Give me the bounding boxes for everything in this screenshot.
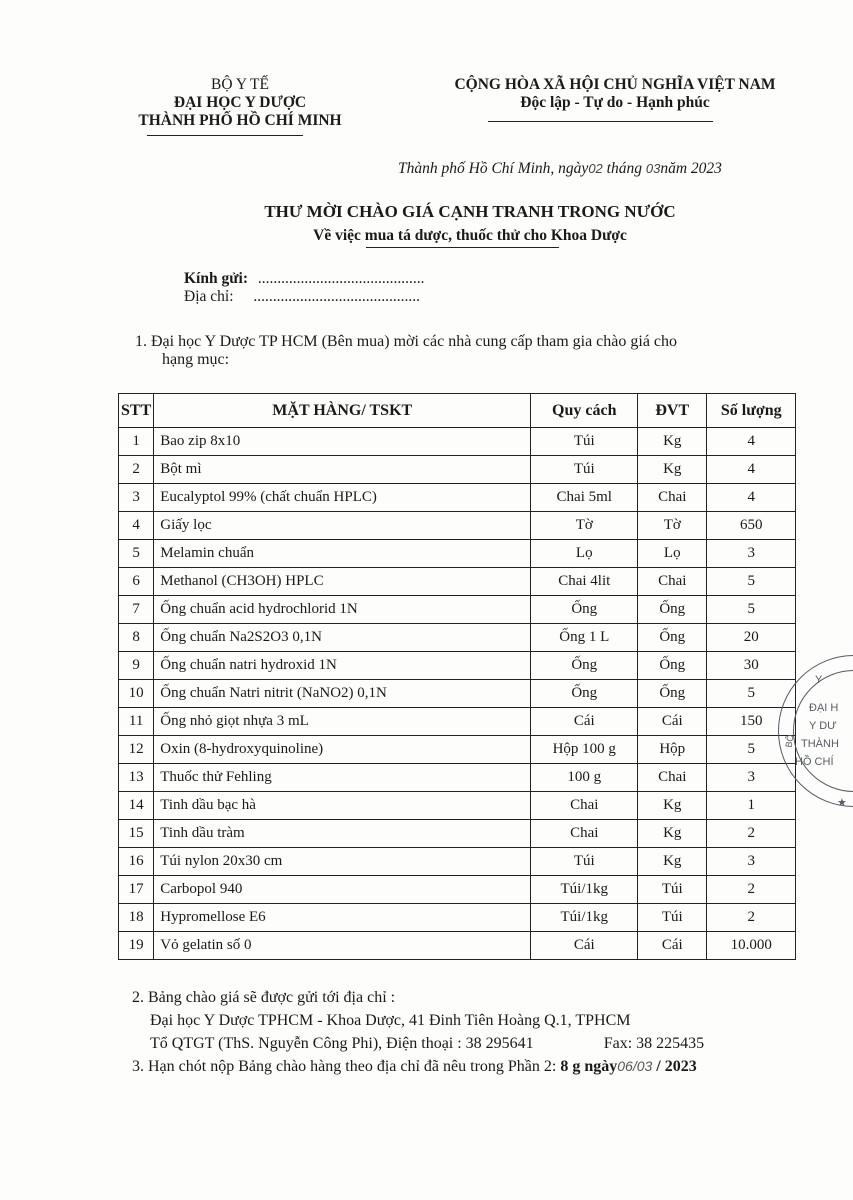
table-row: [119, 596, 796, 624]
table-row: [119, 624, 796, 652]
row-qty: 3: [707, 764, 796, 792]
deadline-date: 06/03: [617, 1058, 653, 1074]
row-spec: Ống: [531, 596, 638, 624]
address-field: ...........................................: [253, 288, 420, 305]
row-spec: Chai: [531, 792, 638, 820]
row-unit: Kg: [638, 848, 707, 876]
row-qty: 2: [707, 820, 796, 848]
document-title: THƯ MỜI CHÀO GIÁ CẠNH TRANH TRONG NƯỚC: [264, 202, 676, 221]
table-row: [119, 652, 796, 680]
stamp-text: Y: [815, 674, 823, 686]
row-item: Ống chuẩn natri hydroxid 1N: [154, 652, 531, 680]
row-unit: Hộp: [638, 736, 707, 764]
col-stt: STT: [119, 394, 154, 428]
date-month-label: tháng: [606, 160, 642, 177]
row-item: Vỏ gelatin số 0: [154, 932, 531, 960]
col-item: MẶT HÀNG/ TSKT: [154, 394, 531, 428]
row-unit: Kg: [638, 792, 707, 820]
table-row: [119, 708, 796, 736]
row-item: Bao zip 8x10: [154, 428, 531, 456]
items-table: [118, 393, 796, 960]
row-stt: 6: [119, 568, 154, 596]
row-spec: Ống: [531, 652, 638, 680]
section-2-line1: 2. Bảng chào giá sẽ được gửi tới địa chỉ :: [132, 989, 396, 1006]
row-unit: Cái: [638, 932, 707, 960]
table-row: [119, 764, 796, 792]
row-unit: Chai: [638, 764, 707, 792]
row-spec: Lọ: [531, 540, 638, 568]
row-item: Ống nhỏ giọt nhựa 3 mL: [154, 708, 531, 736]
row-item: Carbopol 940: [154, 876, 531, 904]
row-qty: 5: [707, 736, 796, 764]
row-stt: 16: [119, 848, 154, 876]
row-item: Túi nylon 20x30 cm: [154, 848, 531, 876]
section-1-line1: 1. Đại học Y Dược TP HCM (Bên mua) mời các nhà cung cấp tham gia chào giá cho: [135, 333, 678, 350]
row-unit: Kg: [638, 456, 707, 484]
table-header-row: [119, 394, 796, 428]
address-label: Địa chỉ:: [184, 288, 234, 305]
row-stt: 2: [119, 456, 154, 484]
row-unit: Chai: [638, 484, 707, 512]
row-qty: 650: [707, 512, 796, 540]
row-item: Tinh dầu bạc hà: [154, 792, 531, 820]
row-unit: Kg: [638, 820, 707, 848]
university-name: ĐẠI HỌC Y DƯỢC: [173, 94, 307, 111]
row-stt: 14: [119, 792, 154, 820]
row-item: Eucalyptol 99% (chất chuẩn HPLC): [154, 484, 531, 512]
table-row: [119, 680, 796, 708]
row-spec: Ống: [531, 680, 638, 708]
row-stt: 3: [119, 484, 154, 512]
row-spec: Cái: [531, 932, 638, 960]
contact-fax: Fax: 38 225435: [603, 1035, 705, 1052]
to-field: ...........................................: [257, 270, 425, 287]
delivery-address: Đại học Y Dược TPHCM - Khoa Dược, 41 Đinh Tiên Hoàng Q.1, TPHCM: [150, 1012, 631, 1029]
row-stt: 11: [119, 708, 154, 736]
stamp-star-icon: ★: [837, 797, 847, 809]
col-qty: Số lượng: [707, 394, 796, 428]
table-row: [119, 484, 796, 512]
table-row: [119, 736, 796, 764]
row-item: Hypromellose E6: [154, 904, 531, 932]
deadline-time: 8 g ngày: [560, 1058, 618, 1075]
row-spec: Chai 4lit: [531, 568, 638, 596]
table-row: [119, 932, 796, 960]
stamp-text: HỒ CHÍ: [795, 756, 834, 768]
row-stt: 1: [119, 428, 154, 456]
row-spec: Cái: [531, 708, 638, 736]
col-spec: Quy cách: [531, 394, 638, 428]
row-item: Ống chuẩn Natri nitrit (NaNO2) 0,1N: [154, 680, 531, 708]
row-spec: 100 g: [531, 764, 638, 792]
document-subtitle: Về việc mua tá dược, thuốc thử cho Khoa Dược: [313, 227, 627, 244]
row-unit: Chai: [638, 568, 707, 596]
deadline-year: / 2023: [656, 1058, 697, 1075]
date-prefix: Thành phố Hồ Chí Minh, ngày: [398, 160, 589, 177]
row-unit: Cái: [638, 708, 707, 736]
contact-phone: Tổ QTGT (ThS. Nguyễn Công Phi), Điện thoại : 38 295641: [150, 1035, 534, 1052]
table-row: [119, 512, 796, 540]
date-line: [398, 160, 722, 178]
row-item: Bột mì: [154, 456, 531, 484]
row-stt: 17: [119, 876, 154, 904]
row-qty: 5: [707, 568, 796, 596]
date-day: 02: [588, 161, 603, 176]
row-item: Ống chuẩn Na2S2O3 0,1N: [154, 624, 531, 652]
table-row: [119, 904, 796, 932]
row-qty: 5: [707, 596, 796, 624]
row-unit: Kg: [638, 428, 707, 456]
row-spec: Tờ: [531, 512, 638, 540]
row-item: Melamin chuẩn: [154, 540, 531, 568]
row-item: Oxin (8-hydroxyquinoline): [154, 736, 531, 764]
city-name: THÀNH PHỐ HỒ CHÍ MINH: [138, 112, 342, 129]
row-unit: Ống: [638, 680, 707, 708]
col-unit: ĐVT: [638, 394, 707, 428]
row-qty: 4: [707, 428, 796, 456]
stamp-text: THÀNH: [801, 738, 839, 750]
stamp-text: ĐẠI H: [809, 702, 839, 714]
row-spec: Ống 1 L: [531, 624, 638, 652]
row-item: Methanol (CH3OH) HPLC: [154, 568, 531, 596]
row-spec: Chai: [531, 820, 638, 848]
row-qty: 20: [707, 624, 796, 652]
row-stt: 19: [119, 932, 154, 960]
row-qty: 2: [707, 876, 796, 904]
date-month: 03: [645, 161, 661, 176]
row-stt: 13: [119, 764, 154, 792]
row-unit: Ống: [638, 624, 707, 652]
row-qty: 150: [707, 708, 796, 736]
row-spec: Túi: [531, 456, 638, 484]
table-row: [119, 792, 796, 820]
nation-header: [420, 76, 810, 112]
row-stt: 5: [119, 540, 154, 568]
row-stt: 4: [119, 512, 154, 540]
row-qty: 4: [707, 484, 796, 512]
table-row: [119, 876, 796, 904]
row-spec: Chai 5ml: [531, 484, 638, 512]
table-row: [119, 428, 796, 456]
row-stt: 18: [119, 904, 154, 932]
row-spec: Túi/1kg: [531, 876, 638, 904]
row-qty: 3: [707, 848, 796, 876]
row-unit: Tờ: [638, 512, 707, 540]
row-qty: 10.000: [707, 932, 796, 960]
row-item: Tinh dầu tràm: [154, 820, 531, 848]
row-unit: Túi: [638, 904, 707, 932]
date-year: năm 2023: [660, 160, 722, 177]
row-stt: 12: [119, 736, 154, 764]
nation-name: CỘNG HÒA XÃ HỘI CHỦ NGHĨA VIỆT NAM: [454, 76, 776, 93]
motto: Độc lập - Tự do - Hạnh phúc: [520, 94, 710, 111]
row-stt: 9: [119, 652, 154, 680]
section-1-line2: hạng mục:: [162, 351, 230, 368]
row-stt: 8: [119, 624, 154, 652]
row-item: Ống chuẩn acid hydrochlorid 1N: [154, 596, 531, 624]
deadline-text: 3. Hạn chót nộp Bảng chào hàng theo địa chỉ đã nêu trong Phần 2:: [132, 1058, 561, 1075]
ministry-name: BỘ Y TẾ: [211, 76, 269, 93]
stamp-text: BỘ: [783, 733, 796, 749]
row-qty: 3: [707, 540, 796, 568]
section-1: [135, 333, 677, 369]
stamp-text: Y DƯ: [809, 720, 837, 732]
recipient-block: [184, 270, 425, 306]
table-row: [119, 568, 796, 596]
row-spec: Túi/1kg: [531, 904, 638, 932]
table-row: [119, 456, 796, 484]
row-spec: Túi: [531, 848, 638, 876]
row-stt: 7: [119, 596, 154, 624]
row-stt: 15: [119, 820, 154, 848]
row-qty: 1: [707, 792, 796, 820]
to-label: Kính gửi:: [184, 270, 248, 287]
row-unit: Ống: [638, 652, 707, 680]
row-spec: Hộp 100 g: [531, 736, 638, 764]
table-row: [119, 540, 796, 568]
table-row: [119, 848, 796, 876]
row-qty: 5: [707, 680, 796, 708]
row-item: Giấy lọc: [154, 512, 531, 540]
row-stt: 10: [119, 680, 154, 708]
row-unit: Ống: [638, 596, 707, 624]
row-qty: 2: [707, 904, 796, 932]
ministry-header: [120, 76, 360, 130]
row-qty: 30: [707, 652, 796, 680]
row-unit: Lọ: [638, 540, 707, 568]
row-item: Thuốc thử Fehling: [154, 764, 531, 792]
table-row: [119, 820, 796, 848]
row-spec: Túi: [531, 428, 638, 456]
row-qty: 4: [707, 456, 796, 484]
row-unit: Túi: [638, 876, 707, 904]
section-2: [132, 986, 704, 1078]
